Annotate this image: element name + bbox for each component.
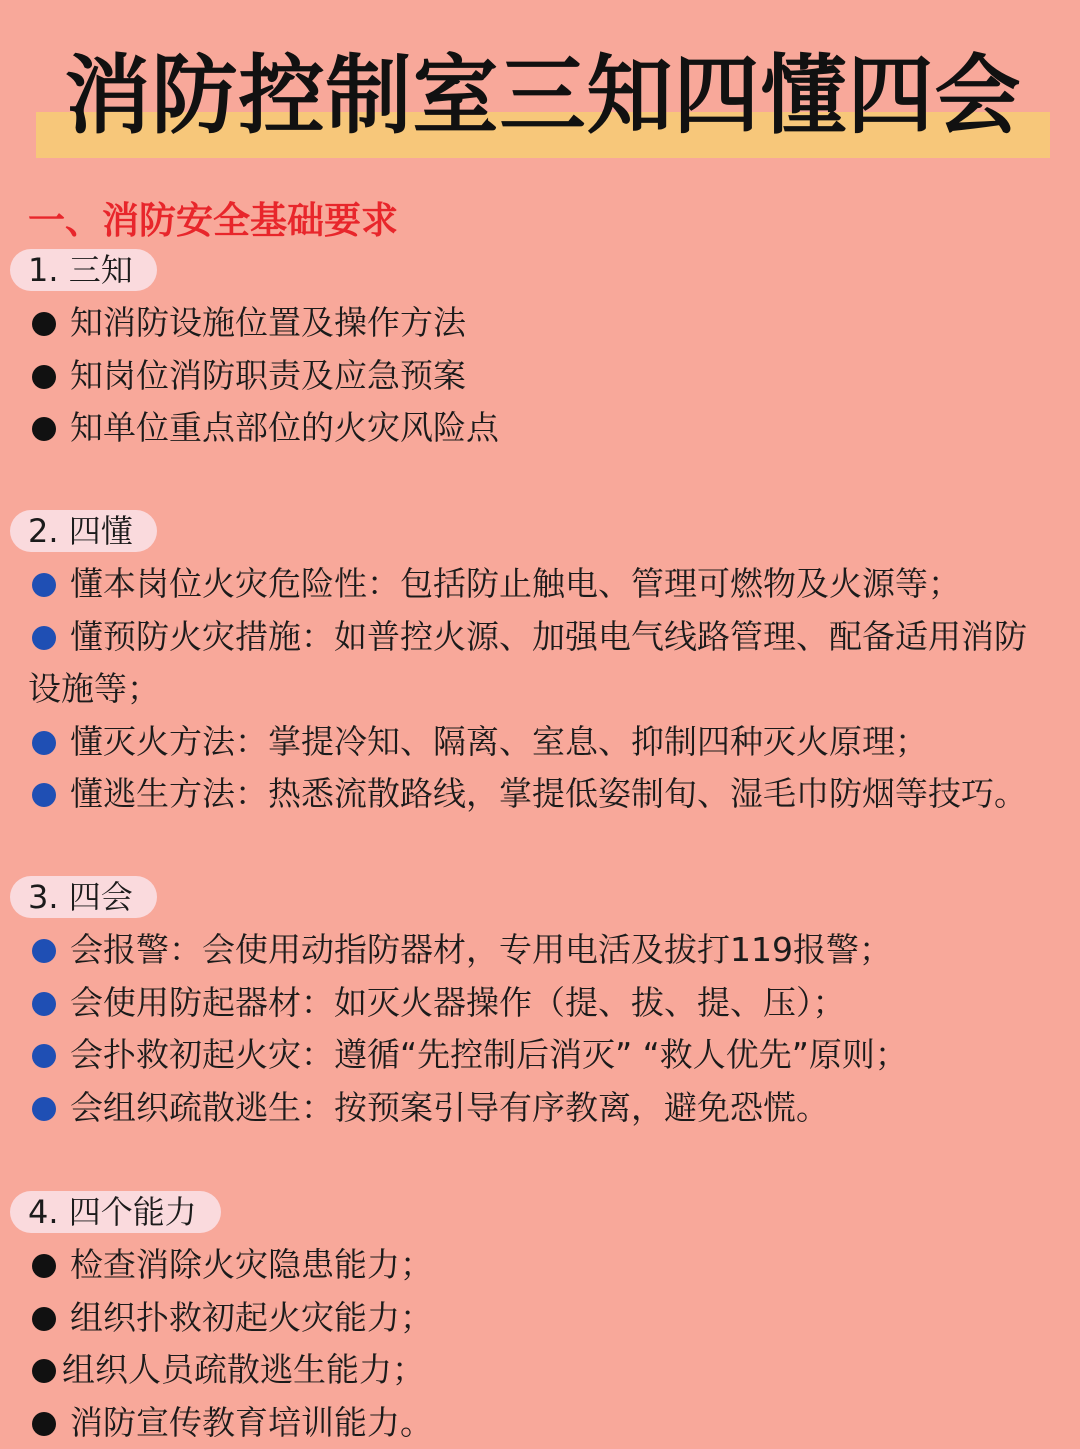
black-bullet-icon — [32, 1254, 56, 1278]
list-item — [0, 1344, 1080, 1397]
group-label-pill: 3. 四会 — [10, 876, 157, 918]
group-item-list — [0, 924, 1080, 1134]
item-text: 知消防设施位置及操作方法 — [70, 303, 466, 342]
group-si-hui — [0, 876, 1080, 1134]
item-text: 懂预防火灾措施：如普控火源、加强电气线路管理、配备适用消防 — [70, 617, 1027, 656]
group-label-pill: 4. 四个能力 — [10, 1191, 221, 1233]
blue-bullet-icon — [32, 573, 56, 597]
group-si-ge-neng-li — [0, 1191, 1080, 1449]
group-label-pill: 1. 三知 — [10, 249, 157, 291]
group-si-dong — [0, 510, 1080, 821]
page-title: 消防控制室三知四懂四会 — [36, 48, 1050, 144]
list-item — [0, 1292, 1080, 1345]
blue-bullet-icon — [32, 1097, 56, 1121]
section-heading: 一、消防安全基础要求 — [28, 190, 398, 244]
group-san-zhi — [0, 249, 1080, 455]
list-item — [0, 1029, 1080, 1082]
black-bullet-icon — [32, 417, 56, 441]
item-text: 懂本岗位火灾危险性：包括防止触电、管理可燃物及火源等； — [70, 564, 961, 603]
item-text: 检查消除火灾隐患能力； — [70, 1245, 433, 1284]
list-item — [0, 611, 1080, 716]
list-item — [0, 350, 1080, 403]
item-text: 组织扑救初起火灾能力； — [70, 1298, 433, 1337]
group-item-list — [0, 1239, 1080, 1449]
list-item — [0, 1397, 1080, 1449]
list-item — [0, 1239, 1080, 1292]
group-item-list — [0, 558, 1080, 821]
list-item — [0, 977, 1080, 1030]
list-item — [0, 1082, 1080, 1135]
item-text: 消防宣传教育培训能力。 — [70, 1403, 433, 1442]
list-item — [0, 558, 1080, 611]
title-block — [36, 48, 1050, 160]
group-label-pill: 2. 四懂 — [10, 510, 157, 552]
blue-bullet-icon — [32, 1044, 56, 1068]
blue-bullet-icon — [32, 939, 56, 963]
item-text: 会报警：会使用动指防器材，专用电活及拔打119报警； — [70, 930, 892, 969]
black-bullet-icon — [32, 312, 56, 336]
list-item — [0, 402, 1080, 455]
item-text: 会使用防起器材：如灭火器操作（提、拔、提、压）； — [70, 983, 846, 1022]
black-bullet-icon — [32, 365, 56, 389]
black-bullet-icon — [32, 1412, 56, 1436]
item-text-continuation: 设施等； — [28, 663, 1050, 716]
item-text: 会组织疏散逃生：按预案引导有序教离，避免恐慌。 — [70, 1088, 829, 1127]
black-bullet-icon — [32, 1359, 56, 1383]
list-item — [0, 924, 1080, 977]
item-text: 会扑救初起火灾：遵循“先控制后消灭” “救人优先”原则； — [70, 1035, 908, 1074]
list-item — [0, 768, 1080, 821]
black-bullet-icon — [32, 1307, 56, 1331]
blue-bullet-icon — [32, 992, 56, 1016]
item-text: 组织人员疏散逃生能力； — [62, 1350, 425, 1389]
item-text: 知单位重点部位的火灾风险点 — [70, 408, 499, 447]
list-item — [0, 716, 1080, 769]
group-item-list — [0, 297, 1080, 455]
list-item — [0, 297, 1080, 350]
item-text: 知岗位消防职责及应急预案 — [70, 356, 466, 395]
blue-bullet-icon — [32, 731, 56, 755]
item-text: 懂逃生方法：热悉流散路线，掌提低姿制旬、湿毛巾防烟等技巧。 — [70, 774, 1027, 813]
blue-bullet-icon — [32, 783, 56, 807]
item-text: 懂灭火方法：掌提冷知、隔离、室息、抑制四种灭火原理； — [70, 722, 928, 761]
blue-bullet-icon — [32, 626, 56, 650]
